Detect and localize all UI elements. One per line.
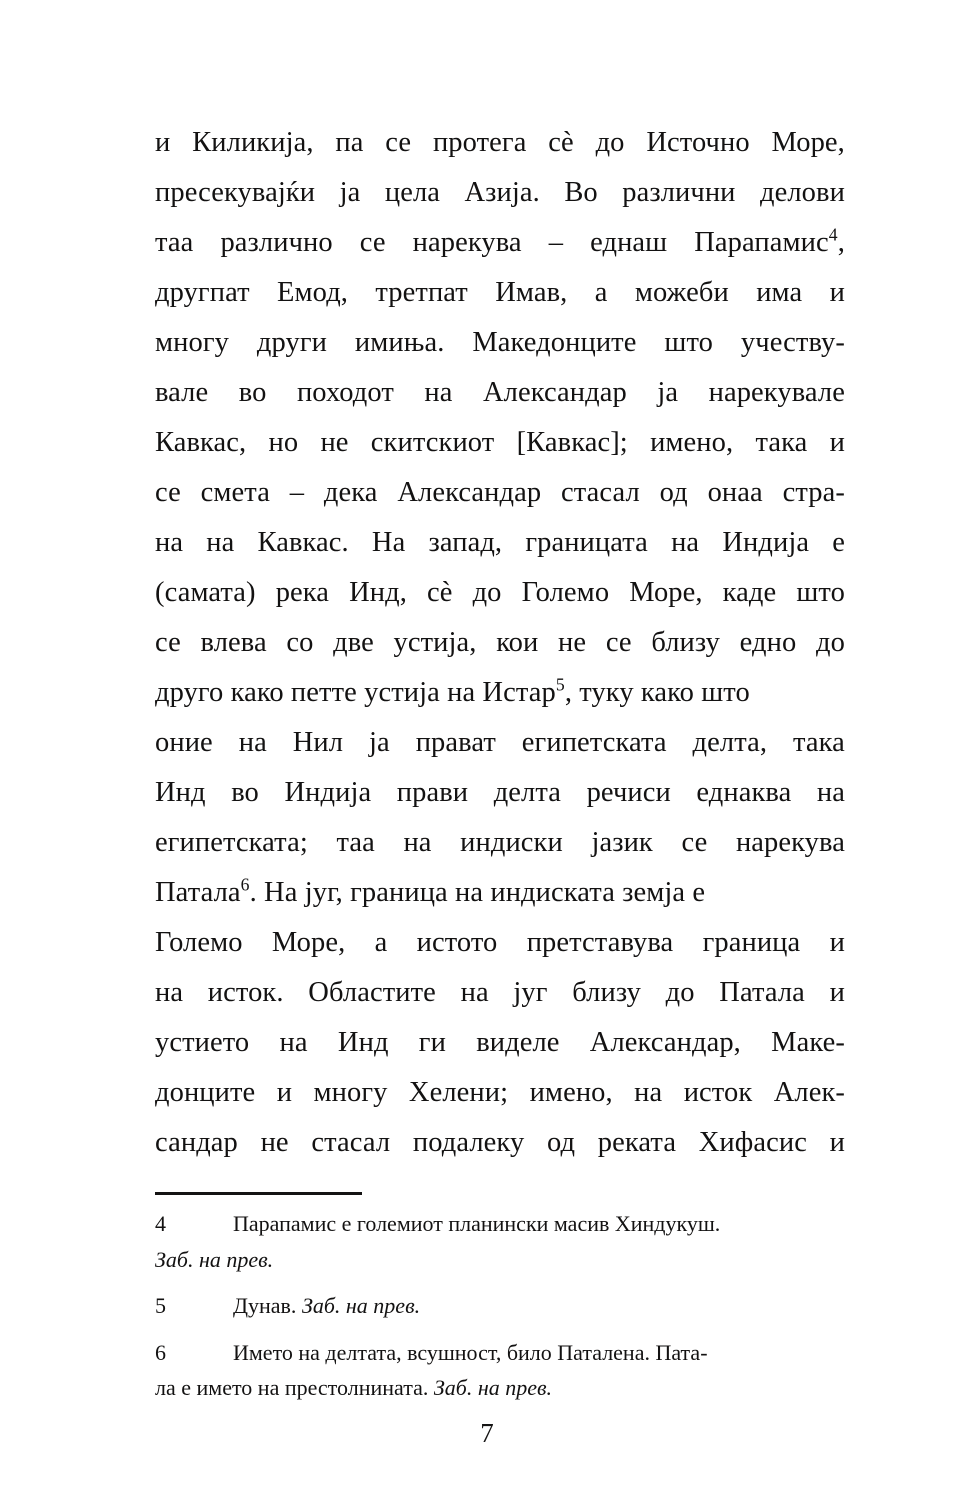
body-word: на — [155, 977, 184, 1008]
body-word: Кавкас, — [155, 427, 247, 458]
body-word: Море, — [771, 127, 845, 158]
body-word: Имав, — [495, 277, 568, 308]
body-word: две — [333, 627, 374, 658]
body-word: така — [793, 727, 845, 758]
body-word: устието — [155, 1027, 250, 1058]
body-word: сандар — [155, 1127, 238, 1158]
body-word: прави — [396, 777, 469, 808]
body-line — [155, 868, 845, 918]
body-word: од — [546, 1127, 576, 1158]
body-word: не — [320, 427, 349, 458]
body-line — [155, 668, 845, 718]
body-word: ја — [339, 177, 361, 208]
body-word: походот — [296, 377, 394, 408]
body-word: што — [664, 327, 713, 358]
body-word: и — [829, 977, 845, 1008]
body-line — [155, 968, 845, 1018]
body-word: еднаква — [696, 777, 792, 808]
body-word: стасал — [311, 1127, 391, 1158]
body-word: граница — [702, 927, 801, 958]
body-word: Нил — [292, 727, 344, 758]
body-line — [155, 118, 845, 168]
body-word: Инд, — [349, 577, 407, 608]
body-word: границата — [525, 527, 648, 558]
body-word: пресекувајќи — [155, 177, 316, 208]
body-word: па — [335, 127, 364, 158]
body-word: устија, — [393, 627, 477, 658]
body-line — [155, 518, 845, 568]
body-word: (самата) — [155, 577, 256, 608]
footnote-marker[interactable]: 4 — [828, 224, 838, 245]
body-word: Море, — [629, 577, 703, 608]
body-word: исток. — [207, 977, 284, 1008]
body-word: делта — [493, 777, 562, 808]
footnote-item-5 — [155, 1288, 847, 1324]
body-word: едно — [739, 627, 797, 658]
body-word: донците — [155, 1077, 256, 1108]
body-word: индиски — [460, 827, 563, 858]
body-word: смета — [200, 477, 270, 508]
body-word: – — [548, 227, 564, 258]
body-word: таа — [155, 227, 194, 258]
body-word: на — [155, 527, 184, 558]
body-word: на — [279, 1027, 308, 1058]
body-word: се — [681, 827, 708, 858]
body-word: Александар — [482, 377, 627, 408]
footnote-text: Името на делтата, всушност, било Паталена. Пата- — [233, 1339, 708, 1365]
footnote-marker[interactable]: 5 — [555, 674, 565, 695]
body-word: Индија — [722, 527, 810, 558]
body-word: претставува — [526, 927, 674, 958]
body-word: Големо — [155, 927, 243, 958]
footnotes-block — [155, 1206, 847, 1406]
body-word: Во — [564, 177, 598, 208]
body-word: цела — [384, 177, 441, 208]
body-word: дека — [323, 477, 378, 508]
footnote-number: 6 — [155, 1339, 166, 1365]
body-word: каде — [722, 577, 777, 608]
body-word: ги — [418, 1027, 446, 1058]
body-word: скитскиот — [370, 427, 495, 458]
body-word: така — [755, 427, 808, 458]
body-word: таа — [336, 827, 375, 858]
body-word: запад, — [428, 527, 503, 558]
body-word: исток — [683, 1077, 753, 1108]
footnote-marker[interactable]: 6 — [240, 874, 250, 895]
body-word: оние — [155, 727, 213, 758]
body-word: имено, — [529, 1077, 613, 1108]
body-word: различни — [622, 177, 736, 208]
body-word: истото — [416, 927, 498, 958]
body-line — [155, 568, 845, 618]
body-word: и — [829, 277, 845, 308]
body-word: нарекува — [735, 827, 845, 858]
footnote-translator-note: Заб. на прев. — [301, 1293, 421, 1318]
footnote-text-part2: ла е името на престолнината. — [155, 1375, 434, 1400]
footnote-translator-note: Заб. на прев. — [433, 1375, 553, 1400]
body-line — [155, 318, 845, 368]
footnote-number: 5 — [155, 1293, 166, 1318]
body-line — [155, 468, 845, 518]
body-word: и — [276, 1077, 293, 1108]
page-number: 7 — [480, 1418, 494, 1448]
body-word: стасал — [561, 477, 640, 508]
body-word: со — [286, 627, 314, 658]
body-word: различно — [220, 227, 333, 258]
body-word: но — [268, 427, 299, 458]
body-word: третпат — [375, 277, 468, 308]
body-word: египетската; — [155, 827, 308, 858]
body-word: на — [634, 1077, 663, 1108]
footnote-separator-rule — [155, 1192, 362, 1195]
body-run: . На југ, граница на индиската земја е — [249, 877, 706, 908]
body-line — [155, 818, 845, 868]
body-word: Алек- — [773, 1077, 845, 1108]
body-word: и — [829, 427, 845, 458]
body-word: стра- — [782, 477, 845, 508]
body-word: еднаш — [590, 227, 668, 258]
footnote-translator-note: Заб. на прев. — [155, 1246, 274, 1272]
body-word: до — [816, 627, 845, 658]
body-text-block — [155, 118, 845, 1168]
body-line — [155, 918, 845, 968]
body-line — [155, 168, 845, 218]
footnote-number: 4 — [155, 1211, 166, 1236]
body-line — [155, 268, 845, 318]
body-word: онаа — [707, 477, 763, 508]
body-word: на — [460, 977, 489, 1008]
body-word: на — [424, 377, 453, 408]
body-line — [155, 418, 845, 468]
body-word: делта, — [692, 727, 768, 758]
body-word: на — [671, 527, 700, 558]
body-word: кои — [496, 627, 539, 658]
body-word: не — [558, 627, 587, 658]
body-word: од — [659, 477, 688, 508]
body-word: многу — [155, 327, 229, 358]
body-word: сѐ — [548, 127, 574, 158]
footnote-item-6 — [155, 1335, 847, 1406]
body-word: Инд — [337, 1027, 389, 1058]
body-word: река — [275, 577, 330, 608]
body-word: – — [289, 477, 305, 508]
body-word: другпат — [155, 277, 250, 308]
body-word: Емод, — [277, 277, 349, 308]
body-word: Азија. — [464, 177, 540, 208]
body-word: Патала — [719, 977, 805, 1008]
body-line — [155, 368, 845, 418]
body-line — [155, 768, 845, 818]
body-word: е — [832, 527, 845, 558]
body-word: учеству- — [740, 327, 845, 358]
body-word: Македонците — [472, 327, 637, 358]
body-word: вале — [155, 377, 209, 408]
body-word: на — [238, 727, 267, 758]
body-line — [155, 618, 845, 668]
body-word: Александар — [397, 477, 542, 508]
body-word: речиси — [586, 777, 671, 808]
body-line — [155, 1018, 845, 1068]
body-word: имиња. — [354, 327, 445, 358]
body-word: влева — [200, 627, 267, 658]
body-word: се — [359, 227, 386, 258]
body-word: Хелени; — [408, 1077, 509, 1108]
body-word: прават — [415, 727, 496, 758]
body-run: друго како петте устија на Истар — [155, 677, 556, 708]
body-word: се — [155, 477, 181, 508]
body-word: до — [595, 127, 625, 158]
body-word: имено, — [650, 427, 734, 458]
body-word: на — [816, 777, 845, 808]
body-line — [155, 718, 845, 768]
body-word: ја — [657, 377, 679, 408]
body-word: Море, — [271, 927, 346, 958]
body-line — [155, 1068, 845, 1118]
footnote-text: Парапамис е големиот планински масив Хиндукуш. — [233, 1211, 721, 1236]
body-word: Маке- — [771, 1027, 845, 1058]
footnote-text: Дунав. — [233, 1293, 302, 1318]
body-word: Источно — [646, 127, 750, 158]
body-word: не — [260, 1127, 289, 1158]
body-word: ја — [369, 727, 390, 758]
body-word: други — [256, 327, 327, 358]
body-word: Александар, — [589, 1027, 741, 1058]
body-run: Патала — [155, 877, 241, 908]
body-word: има — [756, 277, 803, 308]
body-word: Големо — [521, 577, 610, 608]
footnote-item-4 — [155, 1206, 847, 1277]
body-word: и — [155, 127, 171, 158]
body-line — [155, 218, 845, 268]
body-word: што — [796, 577, 845, 608]
body-word: на — [206, 527, 235, 558]
body-word: се — [385, 127, 412, 158]
body-word: се — [605, 627, 632, 658]
body-word: нарекувале — [708, 377, 845, 408]
body-word: сѐ — [427, 577, 453, 608]
body-word: југ — [513, 977, 548, 1008]
body-word: протега — [432, 127, 527, 158]
body-word: многу — [313, 1077, 388, 1108]
body-word: а — [374, 927, 388, 958]
body-word: можеби — [634, 277, 729, 308]
body-word: до — [665, 977, 695, 1008]
body-word: и — [829, 1127, 845, 1158]
body-word: Кавкас. — [257, 527, 349, 558]
body-word: подалеку — [412, 1127, 525, 1158]
body-run: , туку како што — [564, 677, 750, 708]
body-line — [155, 1118, 845, 1168]
footnote-text-continued — [155, 1370, 847, 1406]
body-word: Инд — [155, 777, 206, 808]
body-word: а — [594, 277, 608, 308]
body-word: се — [155, 627, 181, 658]
body-word: Киликија, — [192, 127, 314, 158]
body-word: реката — [597, 1127, 677, 1158]
body-word: близу — [651, 627, 721, 658]
body-word: во — [238, 377, 267, 408]
body-word: близу — [572, 977, 641, 1008]
body-word: египетската — [521, 727, 667, 758]
body-word: Областите — [308, 977, 436, 1008]
body-word: јазик — [591, 827, 653, 858]
body-word: Парапамис$^4$, — [694, 224, 845, 258]
body-word: виделе — [476, 1027, 560, 1058]
body-word: [Кавкас]; — [516, 427, 628, 458]
body-word: Индија — [284, 777, 372, 808]
body-word: нарекува — [412, 227, 522, 258]
body-word: во — [231, 777, 259, 808]
body-word: на — [403, 827, 432, 858]
body-word: делови — [759, 177, 845, 208]
body-word: до — [472, 577, 502, 608]
body-word: и — [829, 927, 845, 958]
body-word: Хифасис — [698, 1127, 807, 1158]
body-word: На — [371, 527, 406, 558]
